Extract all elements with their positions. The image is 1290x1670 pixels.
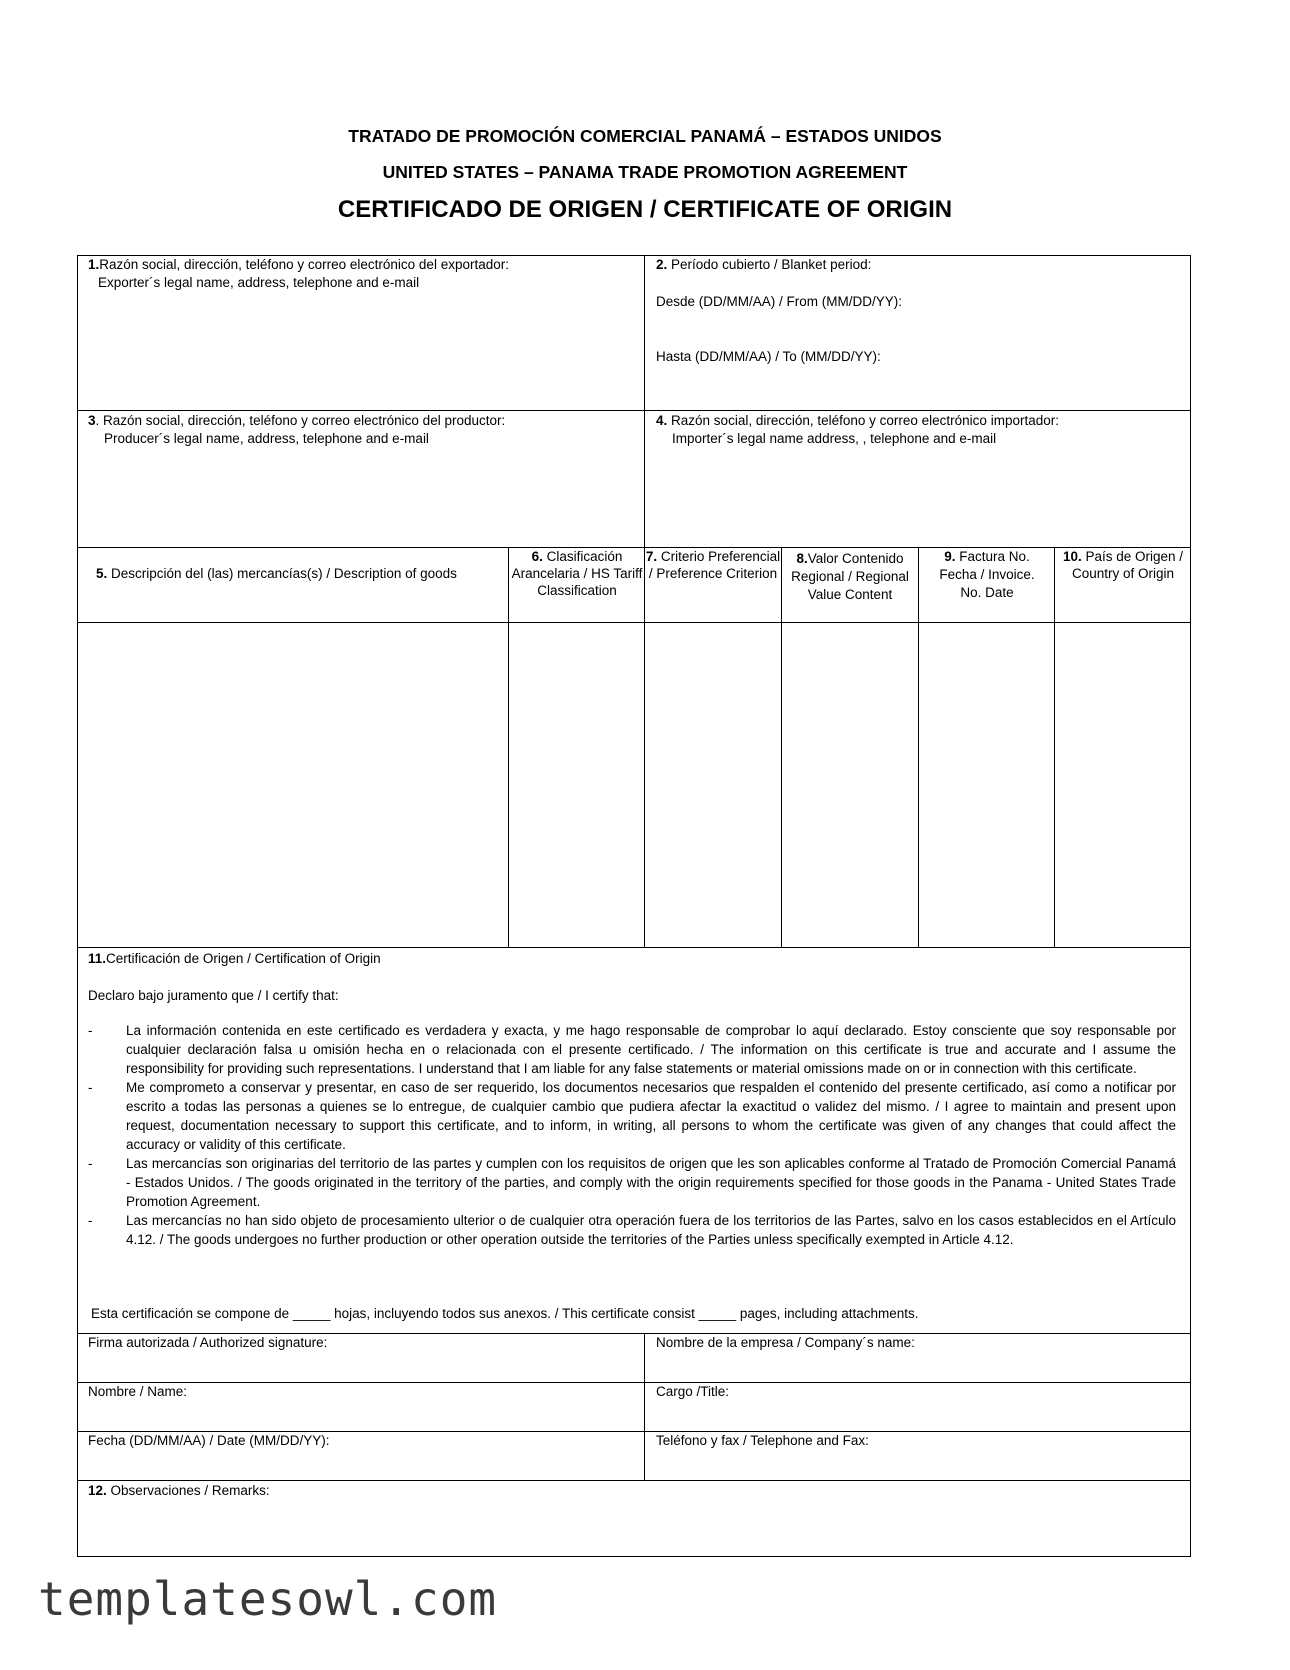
certification-intro: Declaro bajo juramento que / I certify that: (88, 988, 339, 1003)
column-divider (644, 1333, 645, 1480)
declaration-item: - Las mercancías son originarias del territorio de las partes y cumplen con los requisitos de origen que les son aplicables conforme al Tratado de Promoción Comercial Panamá - Estados Unidos. / The goods originated in the territory of the parties, and comply with the origin requirements specified for those goods in the Panama - United States Trade Promotion Agreement. (88, 1156, 1176, 1209)
col-country-header: 10. País de Origen / Country of Origin (1062, 549, 1184, 581)
certification-heading: 11.Certificación de Origen / Certification of Origin (88, 951, 381, 966)
blanket-to-label: Hasta (DD/MM/AA) / To (MM/DD/YY): (656, 349, 881, 364)
header-line-1: TRATADO DE PROMOCIÓN COMERCIAL PANAMÁ – ESTADOS UNIDOS (348, 126, 942, 146)
importer-label: 4. Razón social, dirección, teléfono y correo electrónico importador: (656, 413, 1059, 428)
header-line-2: UNITED STATES – PANAMA TRADE PROMOTION AGREEMENT (382, 162, 908, 182)
col-description-header: 5. Descripción del (las) mercancías(s) / Description of goods (96, 566, 457, 581)
remarks-label: 12. Observaciones / Remarks: (88, 1483, 270, 1498)
certification-declarations (86, 1021, 1176, 1249)
invoice-cell[interactable] (919, 623, 1054, 946)
title-label: Cargo /Title: (656, 1384, 730, 1399)
rvc-cell[interactable] (782, 623, 918, 946)
exporter-label-en: Exporter´s legal name, address, telephone and e-mail (98, 275, 420, 290)
producer-label: 3. Razón social, dirección, teléfono y correo electrónico del productor: (88, 413, 506, 428)
declaration-item: - Me comprometo a conservar y presentar, en caso de ser requerido, los documentos necesarios que respalden el contenido del presente certificado, así como a notificar por escrito a todas las personas a quienes se lo entregue, de cualquier cambio que pudiera afectar la exactitud o validez del mismo. / I agree to maintain and present upon request, documentation necessary to support this certificate, and to inform, in writing, all persons to whom the certificate was given of any changes that could affect the accuracy or validity of this certificate. (88, 1080, 1176, 1152)
declaration-item: - Las mercancías no han sido objeto de procesamiento ulterior o de cualquier otra operación fuera de los territorios de las Partes, salvo en los casos establecidos en el Artículo 4.12. / The goods undergoes no further production or other operation outside the territories of the Parties unless specifically exempted in Article 4.12. (88, 1213, 1176, 1247)
tariff-cell[interactable] (509, 623, 644, 946)
goods-description-cell[interactable] (78, 623, 508, 946)
col-tariff-header: 6. Clasificación Arancelaria / HS Tariff Classification (511, 549, 643, 598)
producer-field[interactable] (88, 450, 634, 542)
company-name-label: Nombre de la empresa / Company´s name: (656, 1335, 915, 1350)
importer-field[interactable] (656, 450, 1182, 542)
producer-label-en: Producer´s legal name, address, telephone and e-mail (104, 431, 429, 446)
remarks-field[interactable] (78, 1502, 1190, 1556)
criterion-cell[interactable] (645, 623, 781, 946)
watermark: templatesowl.com (38, 1572, 498, 1626)
col-criterion-header: 7. Criterio Preferencial / Preference Criterion (645, 549, 781, 581)
row-divider (77, 947, 1191, 948)
country-cell[interactable] (1055, 623, 1190, 946)
row-divider (77, 1480, 1191, 1481)
page-title: CERTIFICADO DE ORIGEN / CERTIFICATE OF ORIGIN (337, 196, 953, 223)
row-divider (77, 410, 1191, 411)
declaration-item: - La información contenida en este certificado es verdadera y exacta, y me hago responsable de comprobar lo aquí declarado. Estoy consciente que soy responsable por cualquier declaración falsa u omisión hecha en o relacionada con el presente certificado. / The information on this certificate is true and accurate and I assume the responsibility for providing such representations. I understand that I am liable for any false statements or material omissions made on or in connection with this certificate. (88, 1023, 1176, 1076)
col-rvc-header: 8.Valor Contenido Regional / Regional Value Content (791, 551, 909, 602)
name-label: Nombre / Name: (88, 1384, 188, 1399)
exporter-field[interactable] (88, 292, 634, 404)
blanket-from-label: Desde (DD/MM/AA) / From (MM/DD/YY): (656, 294, 903, 309)
phone-fax-label: Teléfono y fax / Telephone and Fax: (656, 1433, 869, 1448)
signature-label: Firma autorizada / Authorized signature: (88, 1335, 328, 1350)
blanket-period-label: 2. Período cubierto / Blanket period: (656, 257, 872, 272)
date-label: Fecha (DD/MM/AA) / Date (MM/DD/YY): (88, 1433, 330, 1448)
pages-statement: Esta certificación se compone de _____ hojas, incluyendo todos sus anexos. / This certificate consist _____ pages, including attachments. (91, 1306, 919, 1321)
row-divider (77, 1382, 1191, 1383)
exporter-label: 1.Razón social, dirección, teléfono y correo electrónico del exportador: (88, 257, 509, 272)
col-invoice-header: 9. Factura No. Fecha / Invoice. No. Date (939, 549, 1035, 600)
importer-label-en: Importer´s legal name address, , telephone and e-mail (672, 431, 997, 446)
